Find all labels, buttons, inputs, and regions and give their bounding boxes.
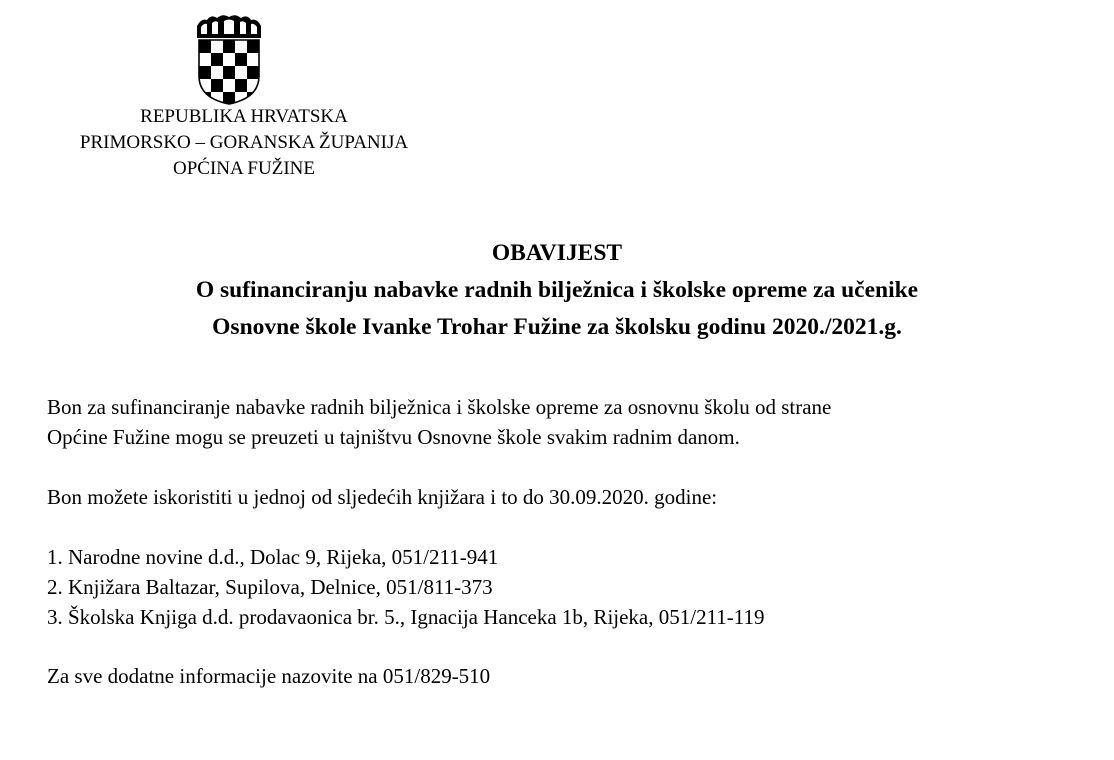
issuer-header	[30, 104, 458, 182]
contact-line: Za sve dodatne informacije nazovite na 051/829-510	[47, 664, 491, 688]
document-title	[0, 235, 1114, 346]
title-line-1: OBAVIJEST	[491, 240, 623, 266]
document-body	[47, 392, 1087, 691]
checkered-shield-icon	[199, 40, 259, 105]
paragraph-2: Bon možete iskoristiti u jednoj od sljedećih knjižara i to do 30.09.2020. godine:	[47, 485, 718, 509]
header-municipality: OPĆINA FUŽINE	[173, 158, 315, 179]
header-country: REPUBLIKA HRVATSKA	[140, 106, 348, 127]
bookstore-item-3: 3. Školska Knjiga d.d. prodavaonica br. 5., Ignacija Hanceka 1b, Rijeka, 051/211-119	[47, 605, 765, 629]
crown-icon	[197, 15, 261, 38]
header-county: PRIMORSKO – GORANSKA ŽUPANIJA	[79, 132, 409, 153]
title-line-2: O sufinanciranju nabavke radnih bilježnica i školske opreme za učenike	[195, 277, 919, 303]
coat-of-arms-icon	[193, 14, 265, 106]
paragraph-1-line-1: Bon za sufinanciranje nabavke radnih bilježnica i školske opreme za osnovnu školu od strane	[47, 395, 832, 419]
paragraph-1-line-2: Općine Fužine mogu se preuzeti u tajništvu Osnovne škole svakim radnim danom.	[47, 425, 740, 449]
title-line-3: Osnovne škole Ivanke Trohar Fužine za školsku godinu 2020./2021.g.	[212, 314, 902, 340]
bookstore-item-2: 2. Knjižara Baltazar, Supilova, Delnice, 051/811-373	[47, 575, 493, 599]
bookstore-item-1: 1. Narodne novine d.d., Dolac 9, Rijeka, 051/211-941	[47, 545, 499, 569]
